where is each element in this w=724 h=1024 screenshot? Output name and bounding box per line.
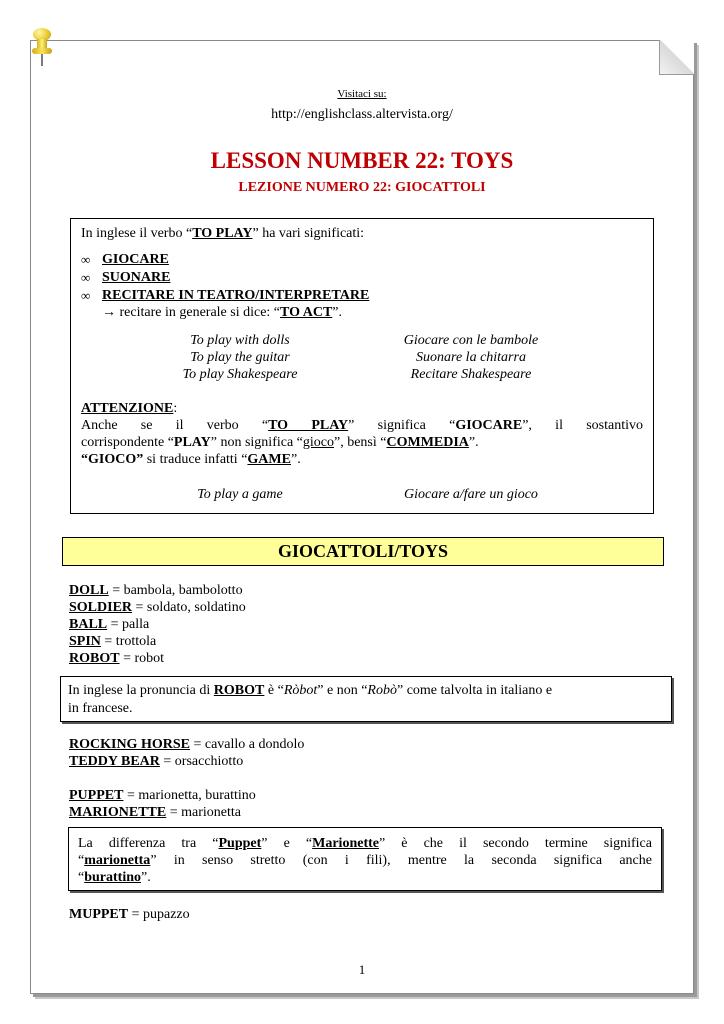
- section-banner: GIOCATTOLI/TOYS: [62, 537, 664, 566]
- vocab-item: SPIN = trottola: [69, 634, 157, 649]
- example-en: To play with dolls: [190, 333, 290, 348]
- game-example-en: To play a game: [197, 487, 283, 502]
- attention-line-2: corrispondente “PLAY” non significa “gioco”, bensì “COMMEDIA”.: [81, 435, 479, 450]
- puppet-note-line-3: “burattino”.: [78, 870, 151, 885]
- vocab-item: ROCKING HORSE = cavallo a dondolo: [69, 737, 305, 752]
- infinity-bullet-icon: ∞: [81, 252, 91, 267]
- game-example-it: Giocare a/fare un gioco: [404, 487, 538, 502]
- vocab-item: MARIONETTE = marionetta: [69, 805, 241, 820]
- visit-label: Visitaci su:: [337, 88, 387, 100]
- to-play-box: [70, 218, 654, 514]
- example-it: Recitare Shakespeare: [410, 367, 532, 382]
- attention-line-3: “GIOCO” si traduce infatti “GAME”.: [81, 452, 301, 467]
- vocab-list-2: [69, 736, 304, 770]
- example-en: To play Shakespeare: [182, 367, 298, 382]
- attention-heading: ATTENZIONE:: [81, 401, 178, 416]
- page-curl: [659, 40, 694, 75]
- site-url[interactable]: http://englishclass.altervista.org/: [271, 107, 453, 122]
- meaning-item: GIOCARE: [102, 252, 169, 267]
- pushpin-icon: [31, 28, 53, 66]
- example-it: Giocare con le bambole: [403, 333, 539, 348]
- puppet-note-box: [68, 827, 662, 891]
- vocab-list-1: [69, 582, 246, 667]
- puppet-note-line-1: La differenza tra “Puppet” e “Marionette” è che il secondo termine significa: [78, 836, 652, 851]
- page-number: 1: [358, 962, 366, 977]
- robot-note-line-2: in francese.: [68, 701, 133, 716]
- intro-line: In inglese il verbo “TO PLAY” ha vari significati:: [81, 226, 365, 241]
- example-it: Suonare la chitarra: [416, 350, 526, 365]
- vocab-item: SOLDIER = soldato, soldatino: [69, 600, 246, 615]
- vocab-item: TEDDY BEAR = orsacchiotto: [69, 754, 244, 769]
- page-title: LESSON NUMBER 22: TOYS: [210, 148, 514, 173]
- meaning-item: RECITARE IN TEATRO/INTERPRETARE: [102, 288, 370, 303]
- page-subtitle: LEZIONE NUMERO 22: GIOCATTOLI: [238, 180, 486, 195]
- puppet-note-line-2: “marionetta” in senso stretto (con i fili), mentre la seconda significa anche: [78, 853, 652, 868]
- vocab-item: BALL = palla: [69, 617, 150, 632]
- attention-line-1: Anche se il verbo “TO PLAY” significa “GIOCARE”, il sostantivo: [81, 418, 643, 433]
- muppet-item: MUPPET = pupazzo: [69, 907, 190, 922]
- vocab-list-3: [69, 787, 256, 821]
- robot-note-box: [60, 676, 672, 722]
- to-act-line: → recitare in generale si dice: “TO ACT”.: [102, 305, 342, 320]
- meaning-item: SUONARE: [102, 270, 171, 285]
- example-en: To play the guitar: [190, 350, 290, 365]
- infinity-bullet-icon: ∞: [81, 288, 91, 303]
- vocab-item: PUPPET = marionetta, burattino: [69, 788, 256, 803]
- vocab-item: DOLL = bambola, bambolotto: [69, 583, 243, 598]
- robot-note-line-1: In inglese la pronuncia di ROBOT è “Ròbot” e non “Robò” come talvolta in italiano e: [68, 683, 553, 698]
- infinity-bullet-icon: ∞: [81, 270, 91, 285]
- vocab-item: ROBOT = robot: [69, 651, 165, 666]
